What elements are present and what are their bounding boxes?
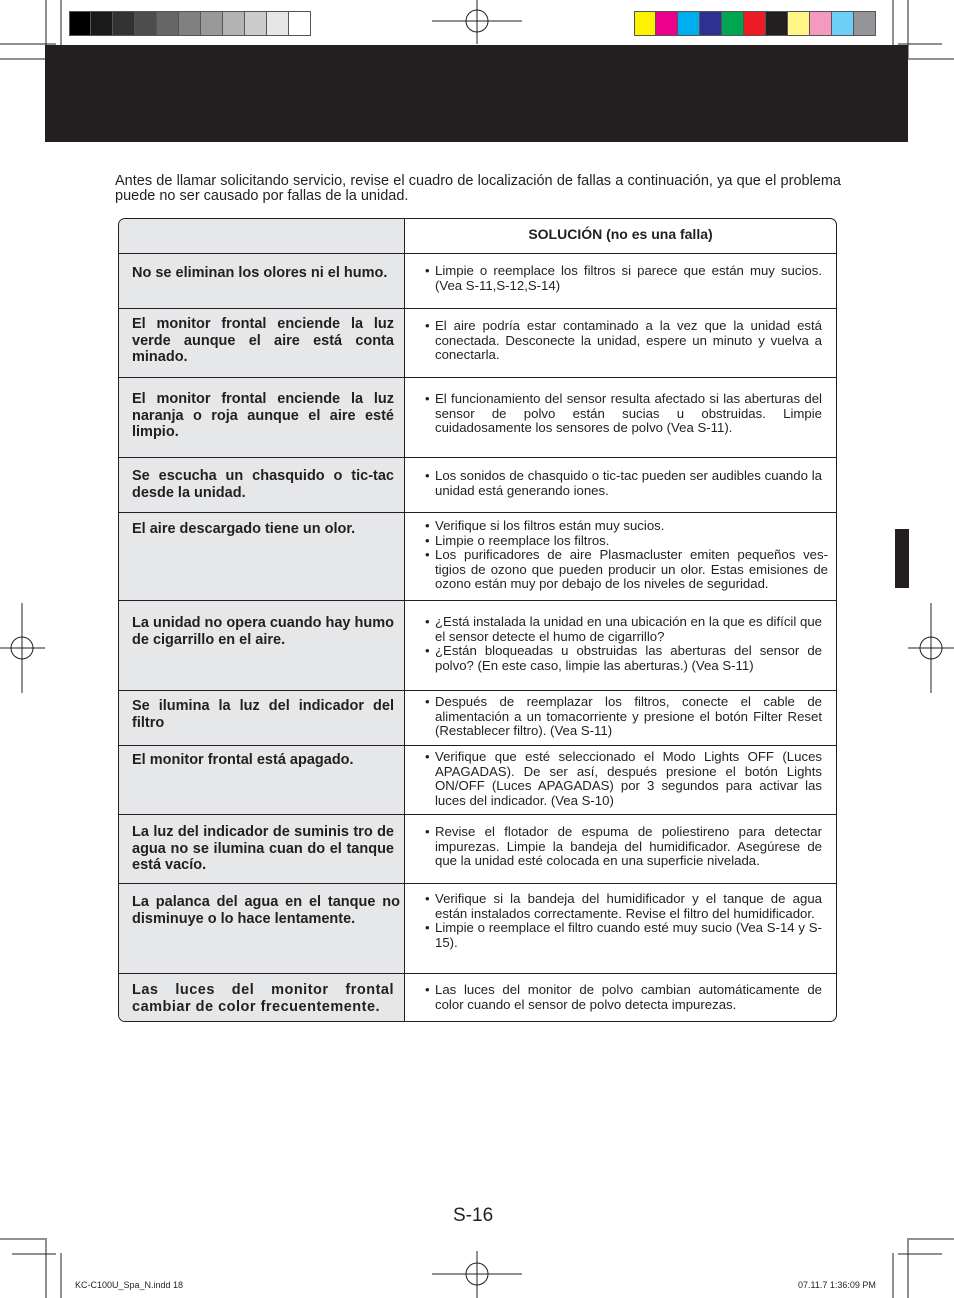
problem-text: La luz del indicador de suminis tro de agua no se ilumina cuan do el tanque está vacío. [132,824,394,873]
problem-text: La unidad no opera cuando hay humo de cigarrillo en el aire. [132,615,394,648]
problem-text: El monitor frontal está apagado. [132,752,354,768]
problem-cell [119,309,405,377]
problem-cell [119,884,405,973]
solution-cell [405,815,836,883]
header-solution-cell [405,219,836,253]
solution-cell [405,254,836,308]
table-row [119,512,836,600]
problem-text: El aire descargado tiene un olor. [132,521,356,537]
solution-item: • Las luces del monitor de polvo cambian automáticamente de color cuando el sensor de polvo detecta impurezas. [425,983,822,1012]
solution-cell [405,974,836,1022]
solution-item: • ¿Están bloqueadas u obstruidas las aberturas del sensor de polvo? (En este caso, limpie las aberturas.) (Vea S-11) [425,644,822,673]
section-thumb-tab [895,529,909,588]
solution-list [425,519,828,592]
solution-cell [405,884,836,973]
solution-cell [405,601,836,690]
table-row [119,253,836,308]
intro-paragraph: Antes de llamar solicitando servicio, revise el cuadro de localización de fallas a continuación, ya que el problema puede no ser causado por fallas de la unidad. [115,173,841,204]
page-number: S-16 [453,1205,494,1226]
problem-cell [119,601,405,690]
problem-cell [119,815,405,883]
problem-cell [119,513,405,600]
solution-item: • Los sonidos de chasquido o tic-tac pueden ser audibles cuando la unidad está generando iones. [425,469,822,498]
solution-item: • El funcionamiento del sensor resulta afectado si las aberturas del sensor de polvo están sucias u obstruidas. Limpie cuidadosamente los sensores de polvo (Vea S-11). [425,392,822,436]
solution-item: • Verifique si los filtros están muy sucios. [425,519,828,534]
problem-text: El monitor frontal enciende la luz verde aunque el aire está conta minado. [132,316,394,365]
solution-item: • Verifique si la bandeja del humidificador y el tanque de agua están instalados correctamente. Revise el filtro del humidificador. [425,892,822,921]
solution-list [425,615,822,673]
table-row [119,457,836,512]
solution-list [425,392,822,436]
solution-list [425,750,822,808]
solution-cell [405,691,836,745]
header-bar [45,45,908,142]
problem-text: Las luces del monitor frontal cambiar de color frecuentemente. [132,982,394,1015]
solution-item: • Limpie o reemplace los filtros si parece que están muy sucios. (Vea S-11,S-12,S-14) [425,264,822,293]
problem-cell [119,254,405,308]
solution-item: • Los purificadores de aire Plasmacluster emiten pequeños ves- tigios de ozono que pueden producir un olor. Estas emisiones de ozono están muy por debajo de los niveles de seguridad. [425,548,828,592]
solution-item: • Limpie o reemplace el filtro cuando esté muy sucio (Vea S-14 y S-15). [425,921,822,950]
solution-item: • El aire podría estar contaminado a la vez que la unidad está conectada. Desconecte la unidad, espere un minuto y vuelva a conectarla. [425,319,822,363]
problem-cell [119,378,405,457]
table-row [119,600,836,690]
troubleshooting-table [118,218,837,1022]
header-problem-cell [119,219,405,253]
table-row [119,745,836,814]
solution-cell [405,309,836,377]
solution-item: • Revise el flotador de espuma de poliestireno para detectar impurezas. Limpie la bandeja del humidificador. Asegúrese de que la unidad esté colocada en una superficie nivelada. [425,825,822,869]
solution-cell [405,746,836,814]
problem-cell [119,458,405,512]
print-slug-timestamp: 07.11.7 1:36:09 PM [798,1280,876,1290]
solution-list [425,983,822,1012]
table-row [119,973,836,1022]
solution-list [425,892,822,950]
problem-text: Se ilumina la luz del indicador del filtro [132,698,394,731]
solution-item: • Limpie o reemplace los filtros. [425,534,828,549]
solution-cell [405,458,836,512]
solution-item: • Verifique que esté seleccionado el Modo Lights OFF (Luces APAGADAS). De ser así, después presione el botón Lights ON/OFF (Luces APAGADAS) por 3 segundos para activar las luces del indicador. (Vea S-10) [425,750,822,808]
solution-cell [405,378,836,457]
solution-list [425,319,822,363]
problem-cell [119,691,405,745]
problem-text: No se eliminan los olores ni el humo. [132,265,388,281]
problem-cell [119,974,405,1022]
table-row [119,377,836,457]
problem-text: La palanca del agua en el tanque no disminuye o lo hace lentamente. [132,894,400,927]
print-slug-filename: KC-C100U_Spa_N.indd 18 [75,1280,184,1290]
table-row [119,814,836,883]
table-row [119,883,836,973]
table-row [119,308,836,377]
table-row [119,690,836,745]
solution-item: • ¿Está instalada la unidad en una ubicación en la que es difícil que el sensor detecte el humo de cigarrillo? [425,615,822,644]
solution-column-header: SOLUCIÓN (no es una falla) [528,226,713,242]
solution-list [425,695,822,739]
problem-text: El monitor frontal enciende la luz naranja o roja aunque el aire esté limpio. [132,391,394,440]
solution-list [425,825,822,869]
solution-item: • Después de reemplazar los filtros, conecte el cable de alimentación a un tomacorriente y presione el botón Filter Reset (Restablecer filtro). (Vea S-11) [425,695,822,739]
table-header-row [119,219,836,253]
problem-cell [119,746,405,814]
problem-text: Se escucha un chasquido o tic-tac desde la unidad. [132,468,394,501]
solution-cell [405,513,836,600]
solution-list [425,264,822,293]
solution-list [425,469,822,498]
